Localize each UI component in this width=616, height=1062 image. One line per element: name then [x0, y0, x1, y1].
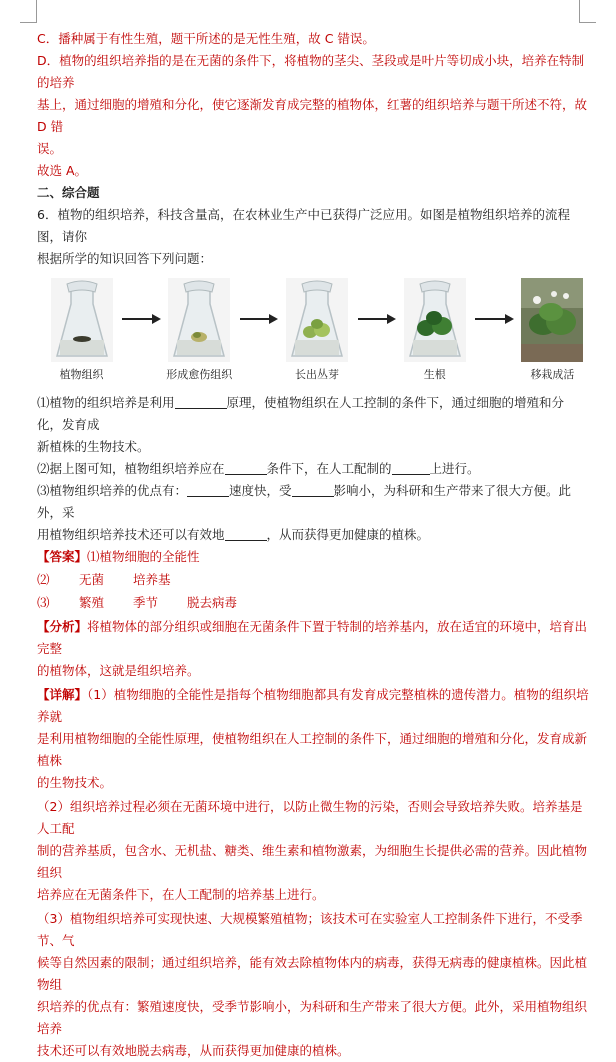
- subquestion-text: 原理，使植物组织在人工控制的条件下，通过细胞的增殖和分化，发育成: [37, 395, 565, 432]
- answer-number: ⑵: [37, 572, 50, 587]
- answer-blank: [392, 460, 430, 475]
- stage-label: 移栽成活: [530, 368, 575, 381]
- answer-text: 季节: [133, 595, 159, 610]
- question-stem-line-2: 根据所学的知识回答下列问题：: [37, 251, 213, 266]
- flask-plant-tissue-image: [51, 278, 113, 362]
- answer-line-1: [37, 546, 589, 568]
- detail-tag: 【详解】: [37, 687, 88, 702]
- transplanted-plant-photo: [521, 278, 583, 362]
- flask-rooting-image: [404, 278, 466, 362]
- subquestion-1-cont: 新植株的生物技术。: [37, 439, 150, 454]
- stage-shoots: [280, 278, 353, 382]
- answer-line-2: [37, 568, 589, 591]
- analysis-tag: 【分析】: [37, 619, 88, 634]
- detail-p3-line-1: （3）植物组织培养可实现快速、大规模繁殖植物；该技术可在实验室人工控制条件下进行，不受季节、气: [37, 911, 583, 948]
- answer-blank: [225, 460, 267, 475]
- option-d-line-1: D．植物的组织培养指的是在无菌的条件下，将植物的茎尖、茎段或是叶片等切成小块，培养在特制的培养: [37, 53, 585, 90]
- subquestion-1: [37, 392, 589, 436]
- detail-p2-line-1: （2）组织培养过程必须在无菌环境中进行，以防止微生物的污染，否则会导致培养失败。培养基是人工配: [37, 799, 583, 836]
- flow-arrow-icon: [118, 314, 163, 324]
- answer-number: ⑶: [37, 595, 50, 610]
- stage-label: 生根: [423, 368, 446, 381]
- flask-shoots-image: [286, 278, 348, 362]
- subquestion-3-cont: [37, 524, 589, 546]
- subquestion-text: ⑵据上图可知，植物组织培养应在: [37, 461, 225, 476]
- tissue-culture-flowchart: [45, 278, 589, 388]
- subquestion-text: 影响小，为科研和生产带来了很大方便。此外，采: [37, 483, 572, 520]
- detail-p1-line-2: 是利用植物细胞的全能性原理，使植物组织在人工控制的条件下，通过细胞的增殖和分化，发育成新植株: [37, 731, 588, 768]
- subquestion-text: 速度快，受: [229, 483, 292, 498]
- answer-blank: [187, 482, 229, 497]
- answer-text: 繁殖: [79, 595, 105, 610]
- detail-p3-line-2: 候等自然因素的限制；通过组织培养，能有效去除植物体内的病毒，获得无病毒的健康植株。因此植物组: [37, 955, 588, 992]
- detail-p3-line-3: 织培养的优点有：繁殖速度快，受季节影响小，为科研和生产带来了很大方便。此外，采用植物组织培养: [37, 999, 588, 1036]
- flow-arrow-icon: [354, 314, 399, 324]
- stage-callus: [163, 278, 236, 382]
- answer-line-3: [37, 591, 589, 614]
- stage-plant-tissue: [45, 278, 118, 382]
- detail-p3-line-4: 技术还可以有效地脱去病毒，从而获得更加健康的植株。: [37, 1043, 350, 1058]
- subquestion-text: 用植物组织培养技术还可以有效地: [37, 527, 225, 542]
- stage-label: 植物组织: [59, 368, 104, 381]
- detail-p1-line-1: [37, 684, 589, 728]
- question-stem-line-1: 6．植物的组织培养，科技含量高，在农林业生产中已获得广泛应用。如图是植物组织培养的流程图，请你: [37, 207, 570, 244]
- subquestion-text: ⑴植物的组织培养是利用: [37, 395, 175, 410]
- answer-text: 无菌: [79, 572, 105, 587]
- option-c-explanation: C．播种属于有性生殖，题干所述的是无性生殖，故 C 错误。: [37, 31, 375, 46]
- subquestion-text: ⑶植物组织培养的优点有：: [37, 483, 188, 498]
- margin-corner-mark: [579, 0, 596, 23]
- subquestion-text: 上进行。: [429, 461, 480, 476]
- subquestion-text: ，从而获得更加健康的植株。: [266, 527, 430, 542]
- section-title: 二、综合题: [37, 185, 100, 200]
- document-page: [37, 28, 589, 1062]
- answer-blank: [225, 526, 267, 541]
- subquestion-3: [37, 480, 589, 524]
- option-d-line-2: 基上，通过细胞的增殖和分化，使它逐渐发育成完整的植物体，红薯的组织培养与题干所述不符，故 D 错: [37, 97, 588, 134]
- detail-p1-line-3: 的生物技术。: [37, 775, 113, 790]
- subquestion-text: 条件下，在人工配制的: [266, 461, 392, 476]
- answer-text: 培养基: [133, 572, 171, 587]
- analysis-text: 将植物体的部分组织或细胞在无菌条件下置于特制的培养基内，放在适宜的环境中，培育出完整: [37, 619, 588, 656]
- subquestion-2: [37, 458, 589, 480]
- margin-corner-mark: [20, 0, 37, 23]
- stage-rooting: [398, 278, 471, 382]
- detail-p2-line-2: 制的营养基质，包含水、无机盐、糖类、维生素和植物激素，为细胞生长提供必需的营养。因此植物组织: [37, 843, 588, 880]
- stage-label: 长出丛芽: [295, 368, 339, 381]
- choice-conclusion: 故选 A。: [37, 163, 88, 178]
- stage-label: 形成愈伤组织: [166, 368, 233, 381]
- option-d-line-3: 误。: [37, 141, 63, 156]
- answer-text: 脱去病毒: [187, 595, 238, 610]
- analysis-line-1: [37, 616, 589, 660]
- analysis-line-2: 的植物体，这就是组织培养。: [37, 663, 200, 678]
- flask-callus-image: [168, 278, 230, 362]
- answer-tag: 【答案】: [37, 549, 88, 564]
- flow-arrow-icon: [236, 314, 281, 324]
- flow-arrow-icon: [471, 314, 516, 324]
- answer-text: ⑴植物细胞的全能性: [87, 549, 200, 564]
- detail-p2-line-3: 培养应在无菌条件下，在人工配制的培养基上进行。: [37, 887, 325, 902]
- answer-blank: [175, 394, 227, 409]
- detail-text: （1）植物细胞的全能性是指每个植物细胞都具有发育成完整植株的遗传潜力。植物的组织培养就: [37, 687, 589, 724]
- stage-transplant: [516, 278, 589, 382]
- answer-blank: [292, 482, 334, 497]
